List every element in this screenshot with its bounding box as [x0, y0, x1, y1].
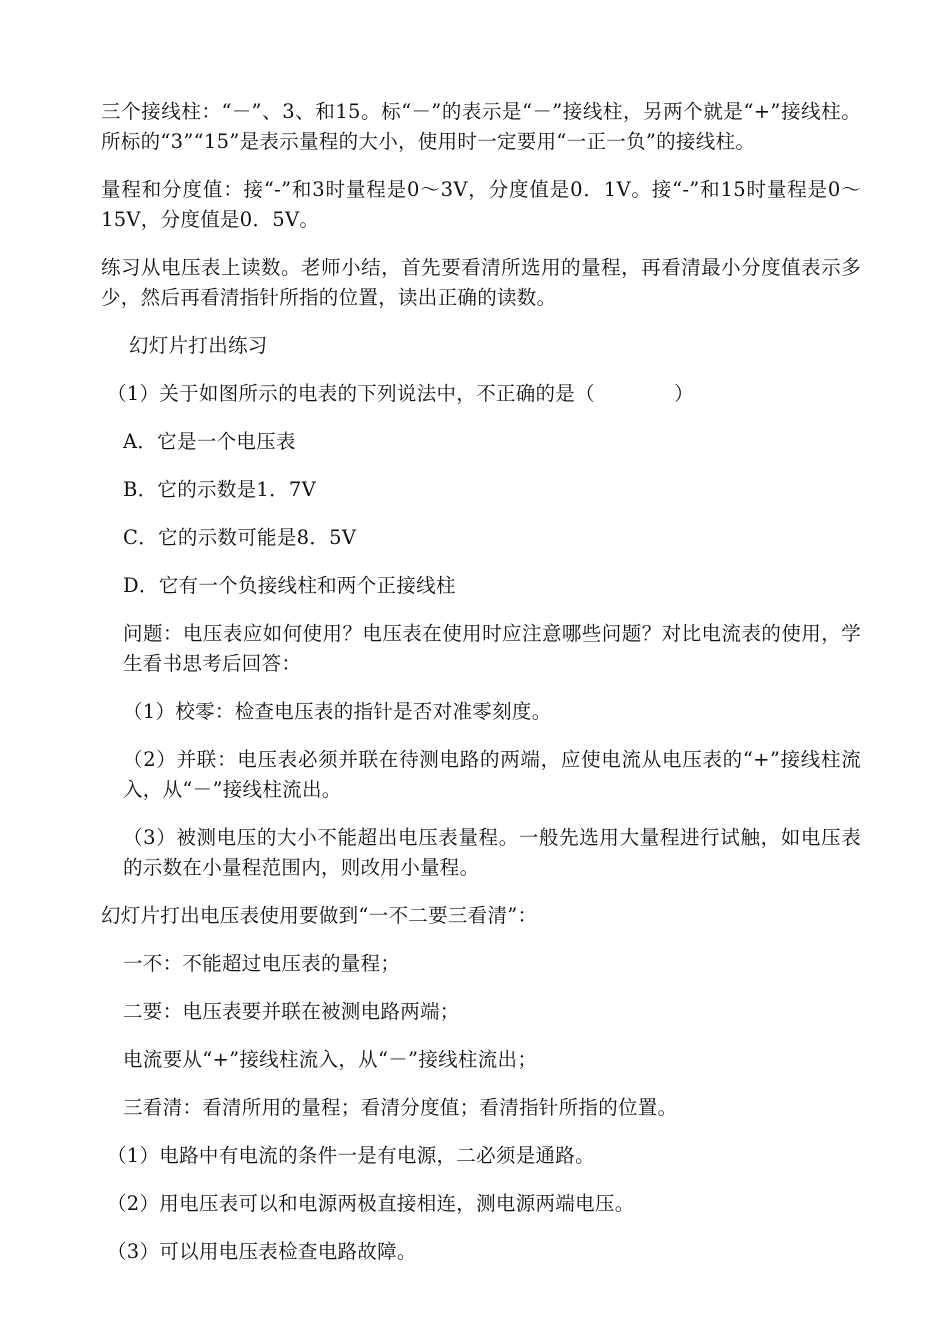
- document-body: [101, 97, 861, 1285]
- option-b: B．它的示数是1．7V: [123, 478, 317, 501]
- paragraph-range-division: 量程和分度值：接“-”和3时量程是0～3V，分度值是0．1V。接“-”和15时量程是0～15V，分度值是0．5V。: [101, 178, 861, 231]
- paragraph-reading-practice: 练习从电压表上读数。老师小结，首先要看清所选用的量程，再看清最小分度值表示多少，然后再看清指针所指的位置，读出正确的读数。: [101, 256, 861, 309]
- paragraph-question-usage: 问题：电压表应如何使用？电压表在使用时应注意哪些问题？对比电流表的使用，学生看书思考后回答：: [123, 622, 861, 675]
- paragraph-slide-summary: 幻灯片打出电压表使用要做到“一不二要三看清”：: [101, 904, 538, 927]
- summary-current-direction: 电流要从“+”接线柱流入，从“－”接线柱流出；: [123, 1048, 538, 1071]
- rule-range: （3）被测电压的大小不能超出电压表量程。一般先选用大量程进行试触，如电压表的示数在小量程范围内，则改用小量程。: [123, 826, 861, 879]
- note-2: （2）用电压表可以和电源两极直接相连，测电源两端电压。: [107, 1192, 635, 1215]
- option-d: D．它有一个负接线柱和两个正接线柱: [123, 574, 456, 597]
- paragraph-slide-exercise: 幻灯片打出练习: [129, 334, 268, 357]
- summary-two: 二要：电压表要并联在被测电路两端；: [123, 1000, 460, 1023]
- question-1: （1）关于如图所示的电表的下列说法中，不正确的是（ ）: [107, 382, 694, 405]
- paragraph-terminals: 三个接线柱：“－”、3、和15。标“－”的表示是“－”接线柱，另两个就是“+”接线柱。所标的“3”“15”是表示量程的大小，使用时一定要用“一正一负”的接线柱。: [101, 100, 861, 153]
- option-a: A．它是一个电压表: [123, 430, 296, 453]
- rule-parallel: （2）并联：电压表必须并联在待测电路的两端，应使电流从电压表的“+”接线柱流入，从“－”接线柱流出。: [123, 748, 861, 801]
- summary-one: 一不：不能超过电压表的量程；: [123, 952, 401, 975]
- option-c: C．它的示数可能是8．5V: [123, 526, 357, 549]
- rule-zero-adjust: （1）校零：检查电压表的指针是否对准零刻度。: [123, 700, 552, 723]
- summary-three: 三看清：看清所用的量程；看清分度值；看清指针所指的位置。: [123, 1096, 678, 1119]
- note-3: （3）可以用电压表检查电路故障。: [107, 1240, 417, 1263]
- note-1: （1）电路中有电流的条件一是有电源，二必须是通路。: [107, 1144, 595, 1167]
